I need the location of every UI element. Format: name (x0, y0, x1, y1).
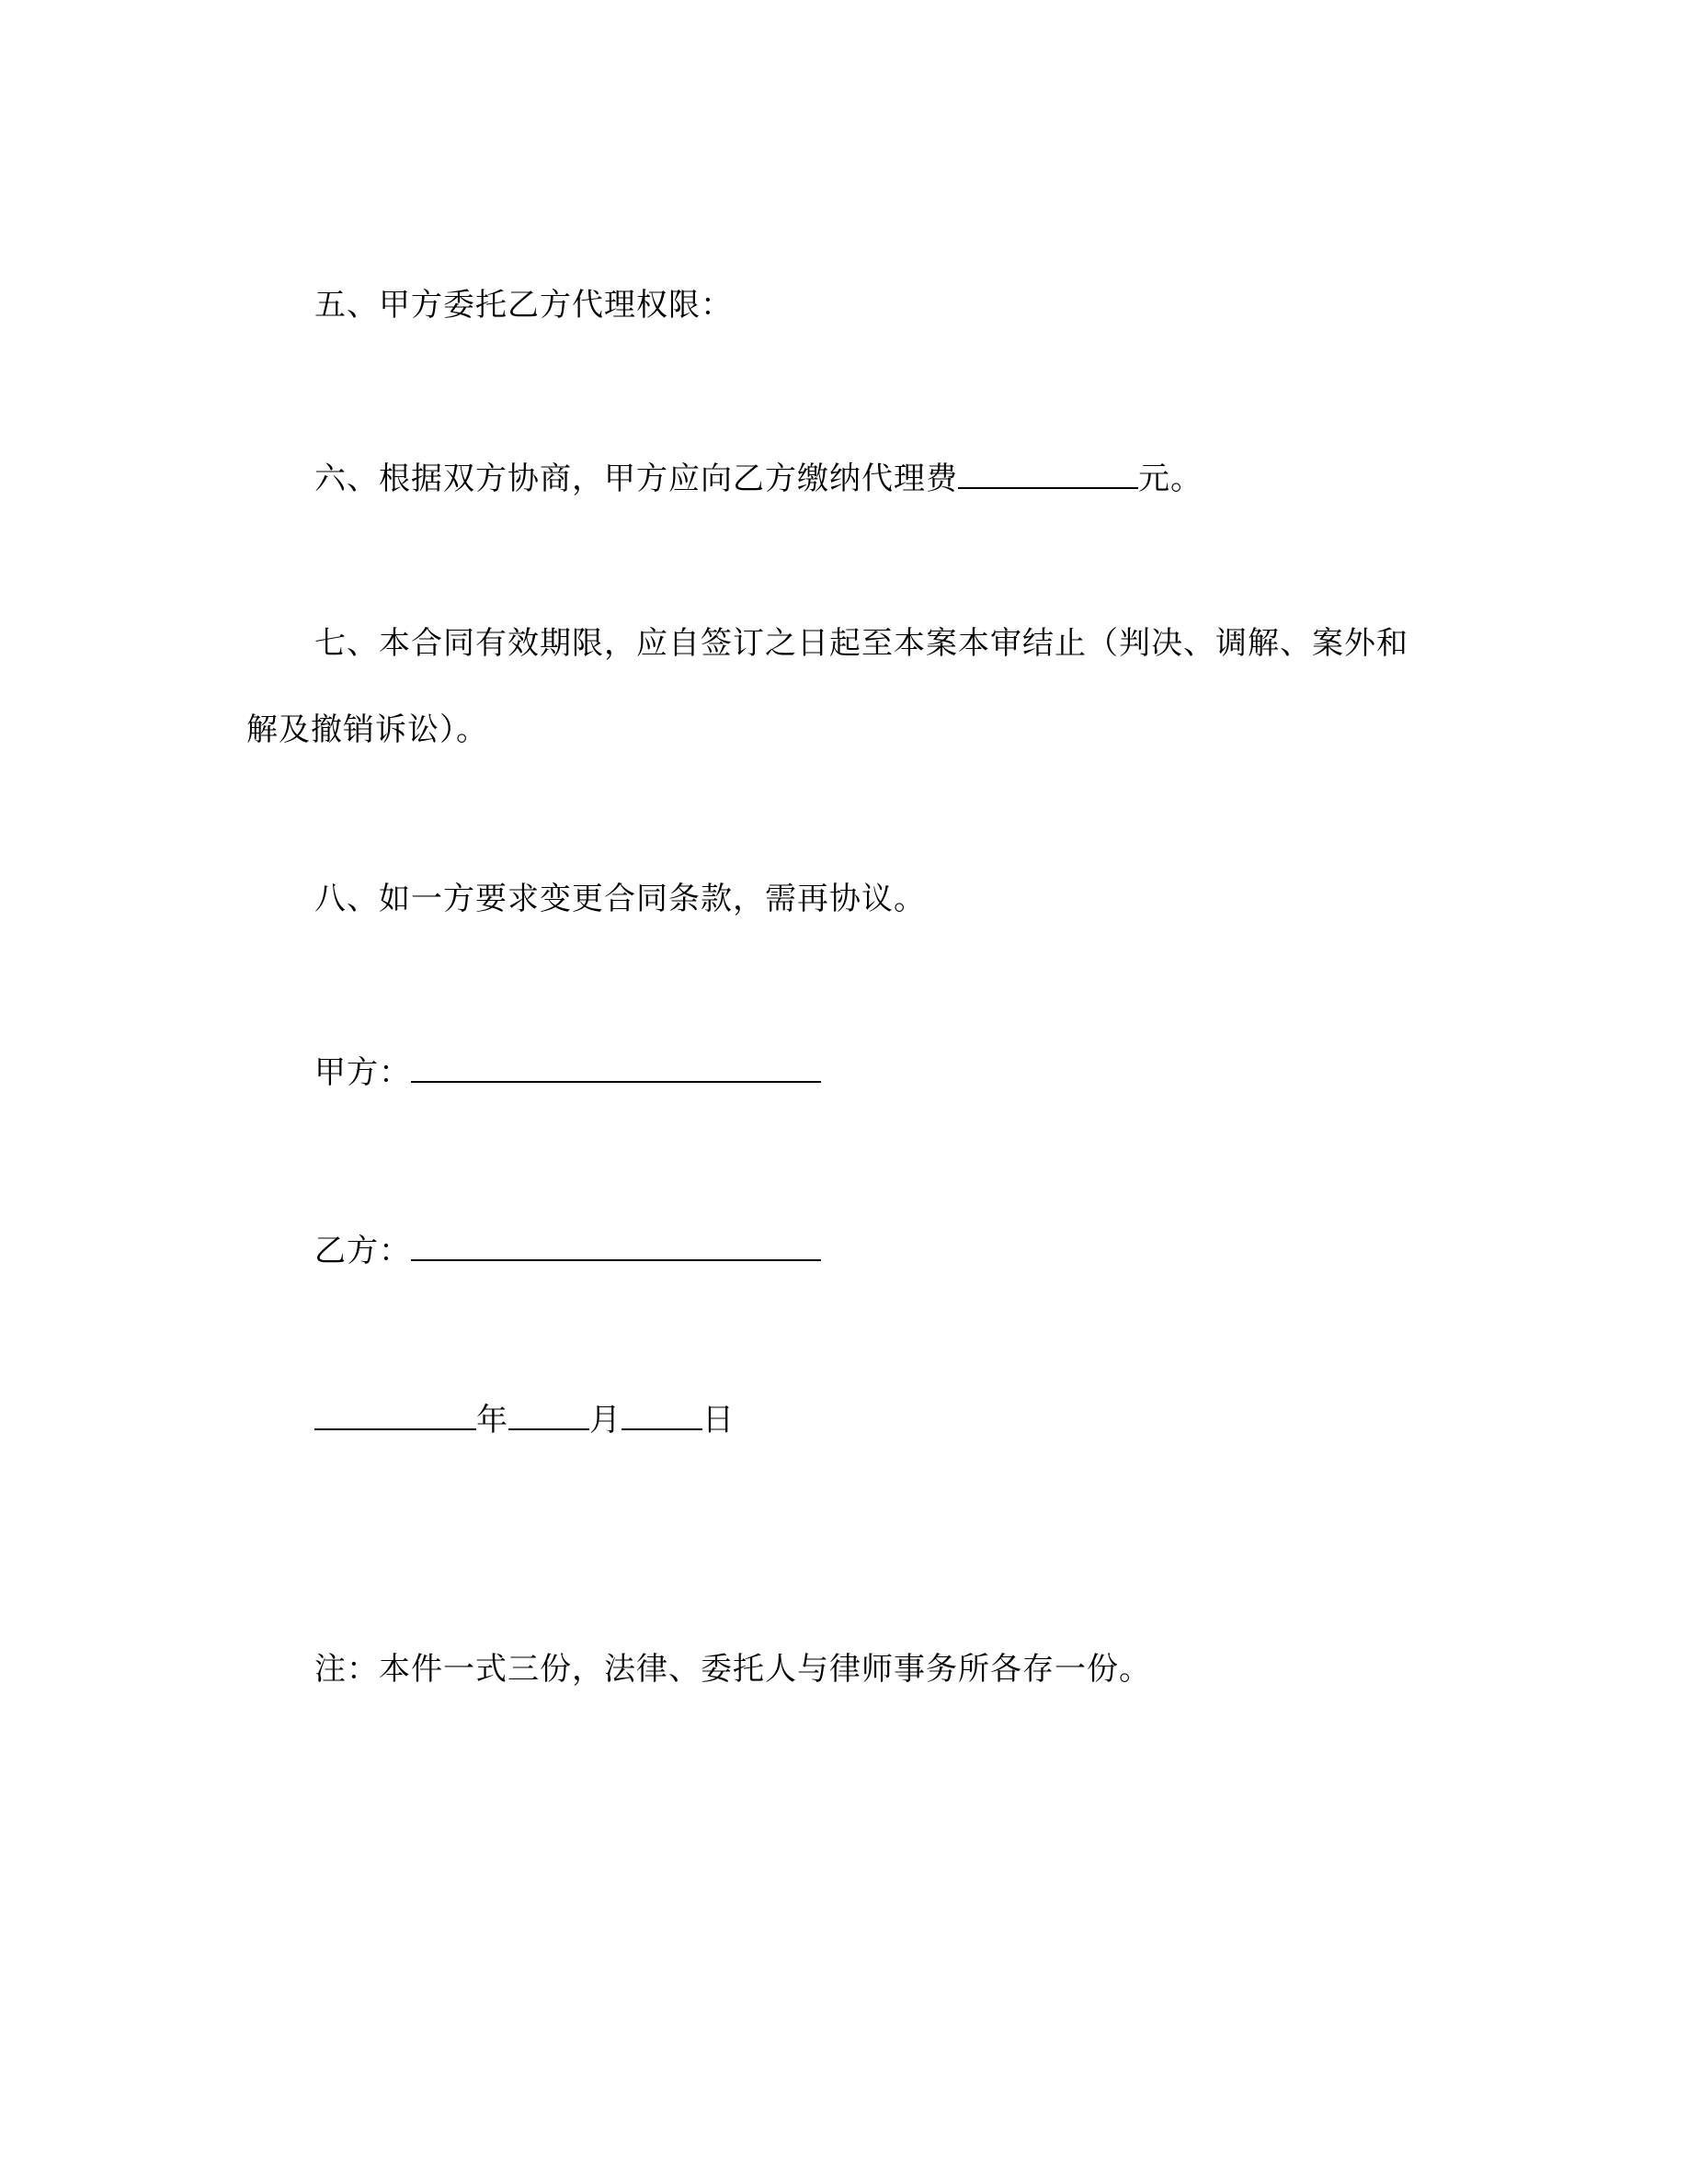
note (314, 1651, 1151, 1688)
clause-5 (314, 287, 733, 324)
month-label: 月 (589, 1402, 622, 1439)
clause-8 (314, 881, 926, 917)
party-a-label: 甲方： (314, 1054, 411, 1091)
party-b-signature (314, 1228, 821, 1269)
day-label: 日 (702, 1402, 735, 1439)
clause-5-text: 五、甲方委托乙方代理权限： (314, 287, 733, 324)
year-label: 年 (476, 1402, 508, 1439)
year-blank (314, 1397, 476, 1430)
clause-6-unit: 元。 (1138, 461, 1203, 497)
clause-7-line-1 (314, 625, 1409, 662)
clause-8-text: 八、如一方要求变更合同条款，需再协议。 (314, 881, 926, 917)
agency-fee-blank (958, 456, 1138, 489)
party-a-blank (411, 1050, 821, 1083)
clause-7-text-2: 解及撤销诉讼）。 (246, 711, 488, 748)
clause-6 (314, 456, 1203, 497)
clause-6-text: 六、根据双方协商，甲方应向乙方缴纳代理费 (314, 461, 958, 497)
clause-7-line-2 (246, 711, 488, 748)
party-b-blank (411, 1228, 821, 1261)
clause-7-text-1: 七、本合同有效期限，应自签订之日起至本案本审结止（判决、调解、案外和 (314, 625, 1409, 662)
month-blank (508, 1397, 589, 1430)
party-b-label: 乙方： (314, 1233, 411, 1269)
signing-date (314, 1397, 735, 1439)
party-a-signature (314, 1050, 821, 1091)
day-blank (622, 1397, 702, 1430)
note-text: 注：本件一式三份，法律、委托人与律师事务所各存一份。 (314, 1651, 1151, 1688)
